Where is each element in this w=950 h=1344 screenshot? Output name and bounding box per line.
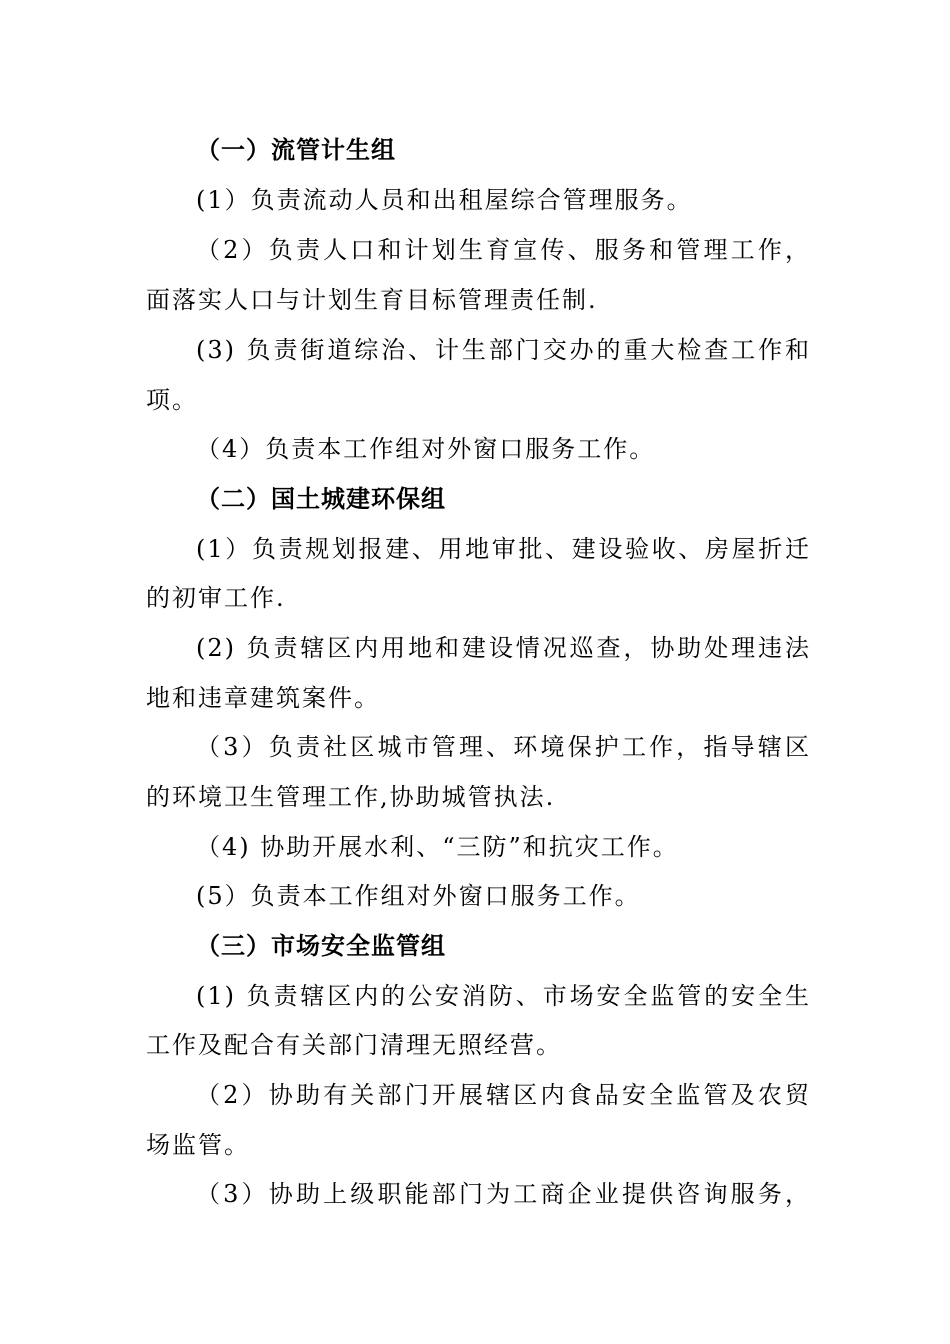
paragraph-line: （4）负责本工作组对外窗口服务工作。 — [196, 435, 656, 463]
paragraph-line: (1）负责规划报建、用地审批、建设验收、房屋折迁 — [196, 535, 811, 563]
paragraph-line: (5）负责本工作组对外窗口服务工作。 — [196, 882, 641, 910]
paragraph-line: （4) 协助开展水利、“三防”和抗灾工作。 — [196, 833, 679, 861]
paragraph-line: （3）协助上级职能部门为工商企业提供咨询服务， — [196, 1180, 811, 1208]
section-heading-3: （三）市场安全监管组 — [196, 931, 446, 960]
paragraph-line: （2）协助有关部门开展辖区内食品安全监管及农贸 — [196, 1081, 811, 1109]
paragraph-line: 场监管。 — [146, 1131, 250, 1159]
paragraph-line: 工作及配合有关部门清理无照经营。 — [146, 1031, 562, 1059]
paragraph-line: （2）负责人口和计划生育宣传、服务和管理工作， — [196, 236, 811, 264]
paragraph-line: 面落实人口与计划生育目标管理责任制. — [146, 286, 598, 314]
paragraph-line: (3) 负责街道综治、计生部门交办的重大检查工作和 — [196, 336, 811, 364]
paragraph-line: (1）负责流动人员和出租屋综合管理服务。 — [196, 186, 693, 214]
section-heading-2: （二）国土城建环保组 — [196, 484, 446, 513]
paragraph-line: 的环境卫生管理工作,协助城管执法. — [146, 783, 556, 811]
section-heading-1: （一）流管计生组 — [196, 135, 396, 164]
paragraph-line: （3）负责社区城市管理、环境保护工作，指导辖区 — [196, 733, 811, 761]
paragraph-line: 项。 — [146, 386, 198, 414]
paragraph-line: (1) 负责辖区内的公安消防、市场安全监管的安全生 — [196, 982, 811, 1010]
paragraph-line: 的初审工作. — [146, 584, 286, 612]
paragraph-line: 地和违章建筑案件。 — [146, 684, 380, 712]
paragraph-line: (2) 负责辖区内用地和建设情况巡查，协助处理违法 — [196, 634, 811, 662]
